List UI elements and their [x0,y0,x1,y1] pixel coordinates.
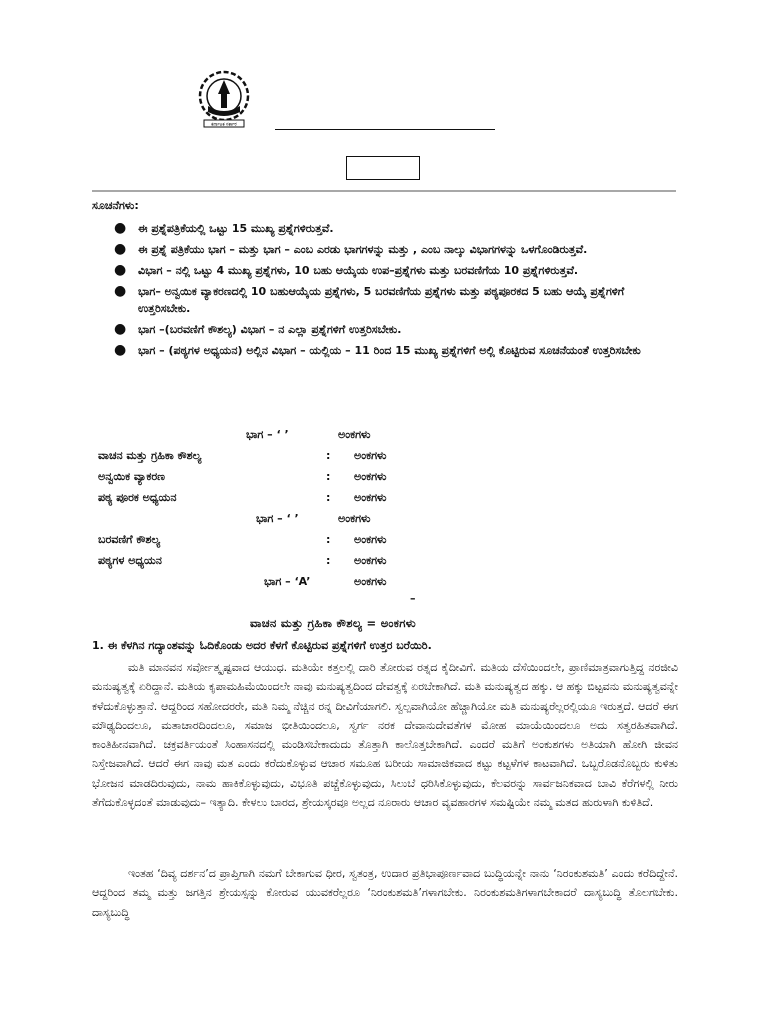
marks-label: ಅಂಕಗಳು [354,554,387,567]
part-title: ಭಾಗ – ‘ ’ [246,428,289,441]
marks-label: ಅಂಕಗಳು [354,491,387,504]
marks-row: ಬರವಣಿಗೆ ಕೌಶಲ್ಯ : ಅಂಕಗಳು [98,533,387,546]
subject-label: ಪಠ್ಯ ಪೂರಕ ಅಧ್ಯಯನ [98,491,177,504]
part-1-header [98,428,518,449]
marks-label: ಅಂಕಗಳು [354,470,387,483]
marks-row: ಅನ್ವಯಿಕ ವ್ಯಾಕರಣ : ಅಂಕಗಳು [98,470,387,483]
instruction-item: ● ಭಾಗ– ಅನ್ವಯಿಕ ವ್ಯಾಕರಣದಲ್ಲಿ 10 ಬಹುಆಯ್ಕೆಯ ಪ್ರಶ್ನೆಗಳು, 5 ಬರವಣಿಗೆಯ ಪ್ರಶ್ನೆಗಳು ಮತ್ತು ಪಠ್ಯಪೂರಕದ 5 ಬಹು ಆಯ್ಕೆ ಪ್ರಶ್ನೆಗಳಿಗೆ ಉತ್ತರಿಸಬೇಕು. [114,283,625,315]
marks-row: ಪಠ್ಯಗಳ ಅಧ್ಯಯನ : ಅಂಕಗಳು [98,554,387,567]
subject-code-box [346,156,420,180]
passage-paragraph-1: ಮತಿ ಮಾನವನ ಸರ್ವೋತ್ಕೃಷ್ಟವಾದ ಆಯುಧ. ಮತಿಯೇ ಕತ್ತಲಲ್ಲಿ ದಾರಿ ತೋರುವ ರತ್ನದ ಕೈದೀವಿಗೆ. ಮತಿಯ ದೆಸೆಯಿಂದಲೇ, ಪ್ರಾಣಿಮಾತ್ರವಾಗುತ್ತಿದ್ದ ನರಜೀವಿ ಮನುಷ್ಯತ್ವಕ್ಕೆ ಏರಿದ್ದಾನೆ. ಮತಿಯ ಕೃಪಾಮಹಿಮೆಯಿಂದಲೇ ನಾವು ಮನುಷ್ಯತ್ವದಿಂದ ದೇವತ್ವಕ್ಕೆ ಏರಬೇಕಾಗಿದೆ. ಮತಿ ಮನುಷ್ಯತ್ವದ ಹಕ್ಕು. ಆ ಹಕ್ಕು ಬಿಟ್ಟವನು ಮನುಷ್ಯತ್ವವನ್ನೇ ಕಳೆದುಕೊಳ್ಳುತ್ತಾನೆ. ಆದ್ದರಿಂದ ಸಹೋದರರೇ, ಮತಿ ನಿಮ್ಮ ನೆಚ್ಚಿನ ರನ್ನ ದೀವಿಗೆಯಾಗಲಿ. ಸ್ವಲ್ಪವಾಗಿಯೋ ಹೆಚ್ಚಾಗಿಯೋ ಮತಿ ಮನುಷ್ಯರೆಲ್ಲರಲ್ಲಿಯೂ ಇರುತ್ತದೆ. ಆದರೆ ಈಗ ಮೌಢ್ಯದಿಂದಲೂ, ಮತಾಚಾರದಿಂದಲೂ, ಸಮಾಜ ಭೀತಿಯಿಂದಲೂ, ಸ್ವರ್ಗ ನರಕ ದೇವಾನುದೇವತೆಗಳ ಮೋಹ ಮಾಯೆಯಿಂದಲೂ ಅದು ಸತ್ವರಹಿತವಾಗಿದೆ. ಕಾಂತಿಹೀನವಾಗಿದೆ. ಚಕ್ರವರ್ತಿಯಂತೆ ಸಿಂಹಾಸನದಲ್ಲಿ ಮಂಡಿಸಬೇಕಾದುದು ತೊತ್ತಾಗಿ ಕಾಲೊತ್ತಬೇಕಾಗಿದೆ. ಎಂದರೆ ಮತಿಗೆ ಅಂಕುಶಗಳು ಅತಿಯಾಗಿ ಹೋಗಿ ಜೀವನ ನಿಸ್ತೇಜವಾಗಿದೆ. ಆದರೆ ಈಗ ನಾವು ಮತ ಎಂದು ಕರೆದುಕೊಳ್ಳುವ ಆಚಾರ ಸಮೂಹ ಬರೀಯ ಸಾಮಾಜಿಕವಾದ ಕಟ್ಟು ಕಟ್ಟಳೆಗಳ ಕಾಟವಾಗಿದೆ. ಒಬ್ಬರೊಡನೊಬ್ಬರು ಕುಳಿತು ಭೋಜನ ಮಾಡದಿರುವುದು, ನಾಮ ಹಾಕಿಕೊಳ್ಳುವುದು, ವಿಭೂತಿ ಪಚ್ಚೆಕೊಳ್ಳುವುದು, ಸಿಲುಬೆ ಧರಿಸಿಕೊಳ್ಳುವುದು, ಕೆಲವರನ್ನು ಸಾರ್ವಜನಿಕವಾದ ಬಾವಿ ಕೆರೆಗಳಲ್ಲಿ ನೀರು ತೆಗೆದುಕೊಳ್ಳದಂತೆ ಮಾಡುವುದು– ಇತ್ಯಾದಿ. ಕೇಳಲು ಬಾರದ, ಶ್ರೇಯಸ್ಕರವೂ ಅಲ್ಲದ ನೂರಾರು ಆಚಾರ ವ್ಯವಹಾರಗಳ ಸಮಷ್ಟಿಯೇ ನಮ್ಮ ಮತದ ಹುರುಳಾಗಿ ಕುಳಿತಿದೆ. [92,661,678,810]
bullet-icon: ● [114,342,127,358]
marks-label: ಅಂಕಗಳು [354,533,387,546]
title-underline [275,129,495,130]
bullet-icon: ● [114,262,127,278]
question-1: 1. ಈ ಕೆಳಗಿನ ಗದ್ಯಾಂಶವನ್ನು ಓದಿಕೊಂಡು ಅದರ ಕೆಳಗೆ ಕೊಟ್ಟಿರುವ ಪ್ರಶ್ನೆಗಳಿಗೆ ಉತ್ತರ ಬರೆಯಿರಿ. [92,639,432,652]
instruction-item: ● ಈ ಪ್ರಶ್ನೆಪತ್ರಿಕೆಯಲ್ಲಿ ಒಟ್ಟು 15 ಮುಖ್ಯ ಪ್ರಶ್ನೆಗಳಿರುತ್ತವೆ. [114,220,334,236]
marks-label: ಅಂಕಗಳು [338,512,371,525]
instruction-item: ● ವಿಭಾಗ – ನಲ್ಲಿ ಒಟ್ಟು 4 ಮುಖ್ಯ ಪ್ರಶ್ನೆಗಳು, 10 ಬಹು ಆಯ್ಕೆಯ ಉಪ–ಪ್ರಶ್ನೆಗಳು ಮತ್ತು ಬರವಣಿಗೆಯ 10 ಪ್ರಶ್ನೆಗಳಿರುತ್ತವೆ. [114,262,579,278]
subject-label: ಬರವಣಿಗೆ ಕೌಶಲ್ಯ [98,533,161,546]
part-title: ಭಾಗ – ‘ ’ [256,512,299,525]
part-3-header [98,575,518,596]
passage-paragraph-2: ಇಂತಹ ‘ದಿವ್ಯ ದರ್ಶನ’ದ ಪ್ರಾಪ್ತಿಗಾಗಿ ನಮಗೆ ಬೇಕಾಗುವ ಧೀರ, ಸ್ವತಂತ್ರ, ಉದಾರ ಪ್ರತಿಭಾಪೂರ್ಣವಾದ ಬುದ್ಧಿಯನ್ನೇ ನಾನು ‘ನಿರಂಕುಶಮತಿ’ ಎಂದು ಕರೆದಿದ್ದೇನೆ. ಆದ್ದರಿಂದ ತಮ್ಮ ಮತ್ತು ಜಗತ್ತಿನ ಶ್ರೇಯಸ್ಸನ್ನು ಕೋರುವ ಯುವಕರೆಲ್ಲರೂ ‘ನಿರಂಕುಶಮತಿ’ಗಳಾಗಬೇಕು. ನಿರಂಕುಶಮತಿಗಳಾಗಬೇಕಾದರೆ ದಾಸ್ಯಬುದ್ಧಿ ತೊಲಗಬೇಕು. ದಾಸ್ಯಬುದ್ಧಿ [92,867,678,919]
logo-text: ಕರ್ನಾಟಕ ಸರ್ಕಾರ [211,122,237,128]
instruction-item: ● ಭಾಗ – (ಪಠ್ಯಗಳ ಅಧ್ಯಯನ) ಅಲ್ಲಿನ ವಿಭಾಗ – ಯಲ್ಲಿಯ – 11 ರಿಂದ 15 ಮುಖ್ಯ ಪ್ರಶ್ನೆಗಳಿಗೆ ಅಲ್ಲಿ ಕೊಟ್ಟಿರುವ ಸೂಚನೆಯಂತೆ ಉತ್ತರಿಸಬೇಕು [114,342,641,358]
bullet-icon: ● [114,283,127,299]
header-divider [92,190,676,192]
marks-row: ವಾಚನ ಮತ್ತು ಗ್ರಹಿಕಾ ಕೌಶಲ್ಯ : ಅಂಕಗಳು [98,449,387,462]
part-2-header [98,512,518,533]
part-title: ಭಾಗ – ‘A’ [264,575,311,588]
instruction-item: ● ಭಾಗ –(ಬರವಣಿಗೆ ಕೌಶಲ್ಯ) ವಿಭಾಗ – ನ ಎಲ್ಲಾ ಪ್ರಶ್ನೆಗಳಿಗೆ ಉತ್ತರಿಸಬೇಕು. [114,321,402,337]
section-title: ವಾಚನ ಮತ್ತು ಗ್ರಹಿಕಾ ಕೌಶಲ್ಯ = ಅಂಕಗಳು [250,616,416,630]
marks-label: ಅಂಕಗಳು [338,428,371,441]
government-emblem-logo [196,70,252,134]
subject-label: ವಾಚನ ಮತ್ತು ಗ್ರಹಿಕಾ ಕೌಶಲ್ಯ [98,449,202,462]
bullet-icon: ● [114,220,127,236]
instructions-heading: ಸೂಚನೆಗಳು: [92,199,139,212]
subject-label: ಪಠ್ಯಗಳ ಅಧ್ಯಯನ [98,554,162,567]
instruction-item: ● ಈ ಪ್ರಶ್ನೆ ಪತ್ರಿಕೆಯು ಭಾಗ – ಮತ್ತು ಭಾಗ – ಎಂಬ ಎರಡು ಭಾಗಗಳನ್ನು ಮತ್ತು , ಎಂಬ ನಾಲ್ಕು ವಿಭಾಗಗಳನ್ನು ಒಳಗೊಂಡಿರುತ್ತವೆ. [114,241,588,257]
instructions-list [112,220,677,363]
bullet-icon: ● [114,321,127,337]
bullet-icon: ● [114,241,127,257]
marks-label: ಅಂಕಗಳು [354,575,387,588]
marks-distribution [98,428,518,596]
subject-label: ಅನ್ವಯಿಕ ವ್ಯಾಕರಣ [98,470,165,483]
marks-row: ಪಠ್ಯ ಪೂರಕ ಅಧ್ಯಯನ : ಅಂಕಗಳು [98,491,387,504]
section-dash: – [410,592,416,605]
marks-label: ಅಂಕಗಳು [354,449,387,462]
